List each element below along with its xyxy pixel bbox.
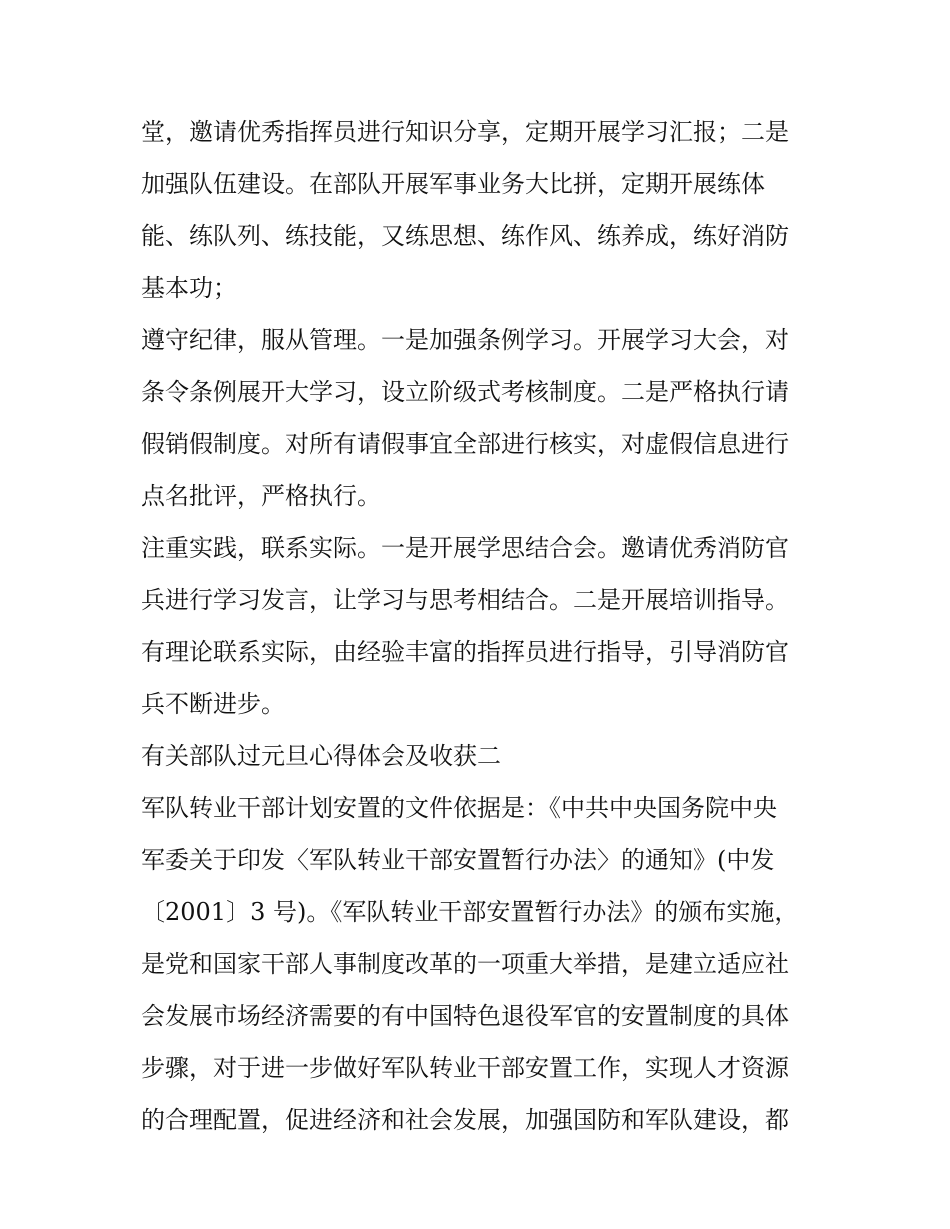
text-line: 堂，邀请优秀指挥员进行知识分享，定期开展学习汇报；二是 (141, 118, 789, 146)
text-line: 假销假制度。对所有请假事宜全部进行核实，对虚假信息进行 (141, 430, 789, 458)
text-line: 是党和国家干部人事制度改革的一项重大举措，是建立适应社 (141, 950, 789, 978)
text-line: 有理论联系实际，由经验丰富的指挥员进行指导，引导消防官 (141, 638, 789, 666)
document-body (141, 106, 821, 1146)
text-line: 点名批评，严格执行。 (141, 482, 381, 510)
text-line: 会发展市场经济需要的有中国特色退役军官的安置制度的具体 (141, 1002, 789, 1030)
text-line: 军队转业干部计划安置的文件依据是：《中共中央国务院中央 (141, 794, 777, 822)
text-line: 军委关于印发〈军队转业干部安置暂行办法〉的通知》(中发 (141, 846, 775, 874)
section-heading: 有关部队过元旦心得体会及收获二 (141, 742, 501, 770)
text-line: 的合理配置，促进经济和社会发展，加强国防和军队建设，都 (141, 1106, 789, 1134)
text-line: 能、练队列、练技能，又练思想、练作风、练养成，练好消防 (141, 222, 789, 250)
text-line: 基本功； (141, 274, 237, 302)
text-line: 步骤，对于进一步做好军队转业干部安置工作，实现人才资源 (141, 1054, 789, 1082)
text-line: 条令条例展开大学习，设立阶级式考核制度。二是严格执行请 (141, 378, 789, 406)
text-line: 加强队伍建设。在部队开展军事业务大比拼，定期开展练体 (141, 170, 765, 198)
text-line: 注重实践，联系实际。一是开展学思结合会。邀请优秀消防官 (141, 534, 789, 562)
text-line: 〔2001〕3 号)。《军队转业干部安置暂行办法》的颁布实施， (141, 898, 799, 926)
text-line: 遵守纪律，服从管理。一是加强条例学习。开展学习大会，对 (141, 326, 789, 354)
text-line: 兵不断进步。 (141, 690, 285, 718)
text-line: 兵进行学习发言，让学习与思考相结合。二是开展培训指导。 (141, 586, 789, 614)
